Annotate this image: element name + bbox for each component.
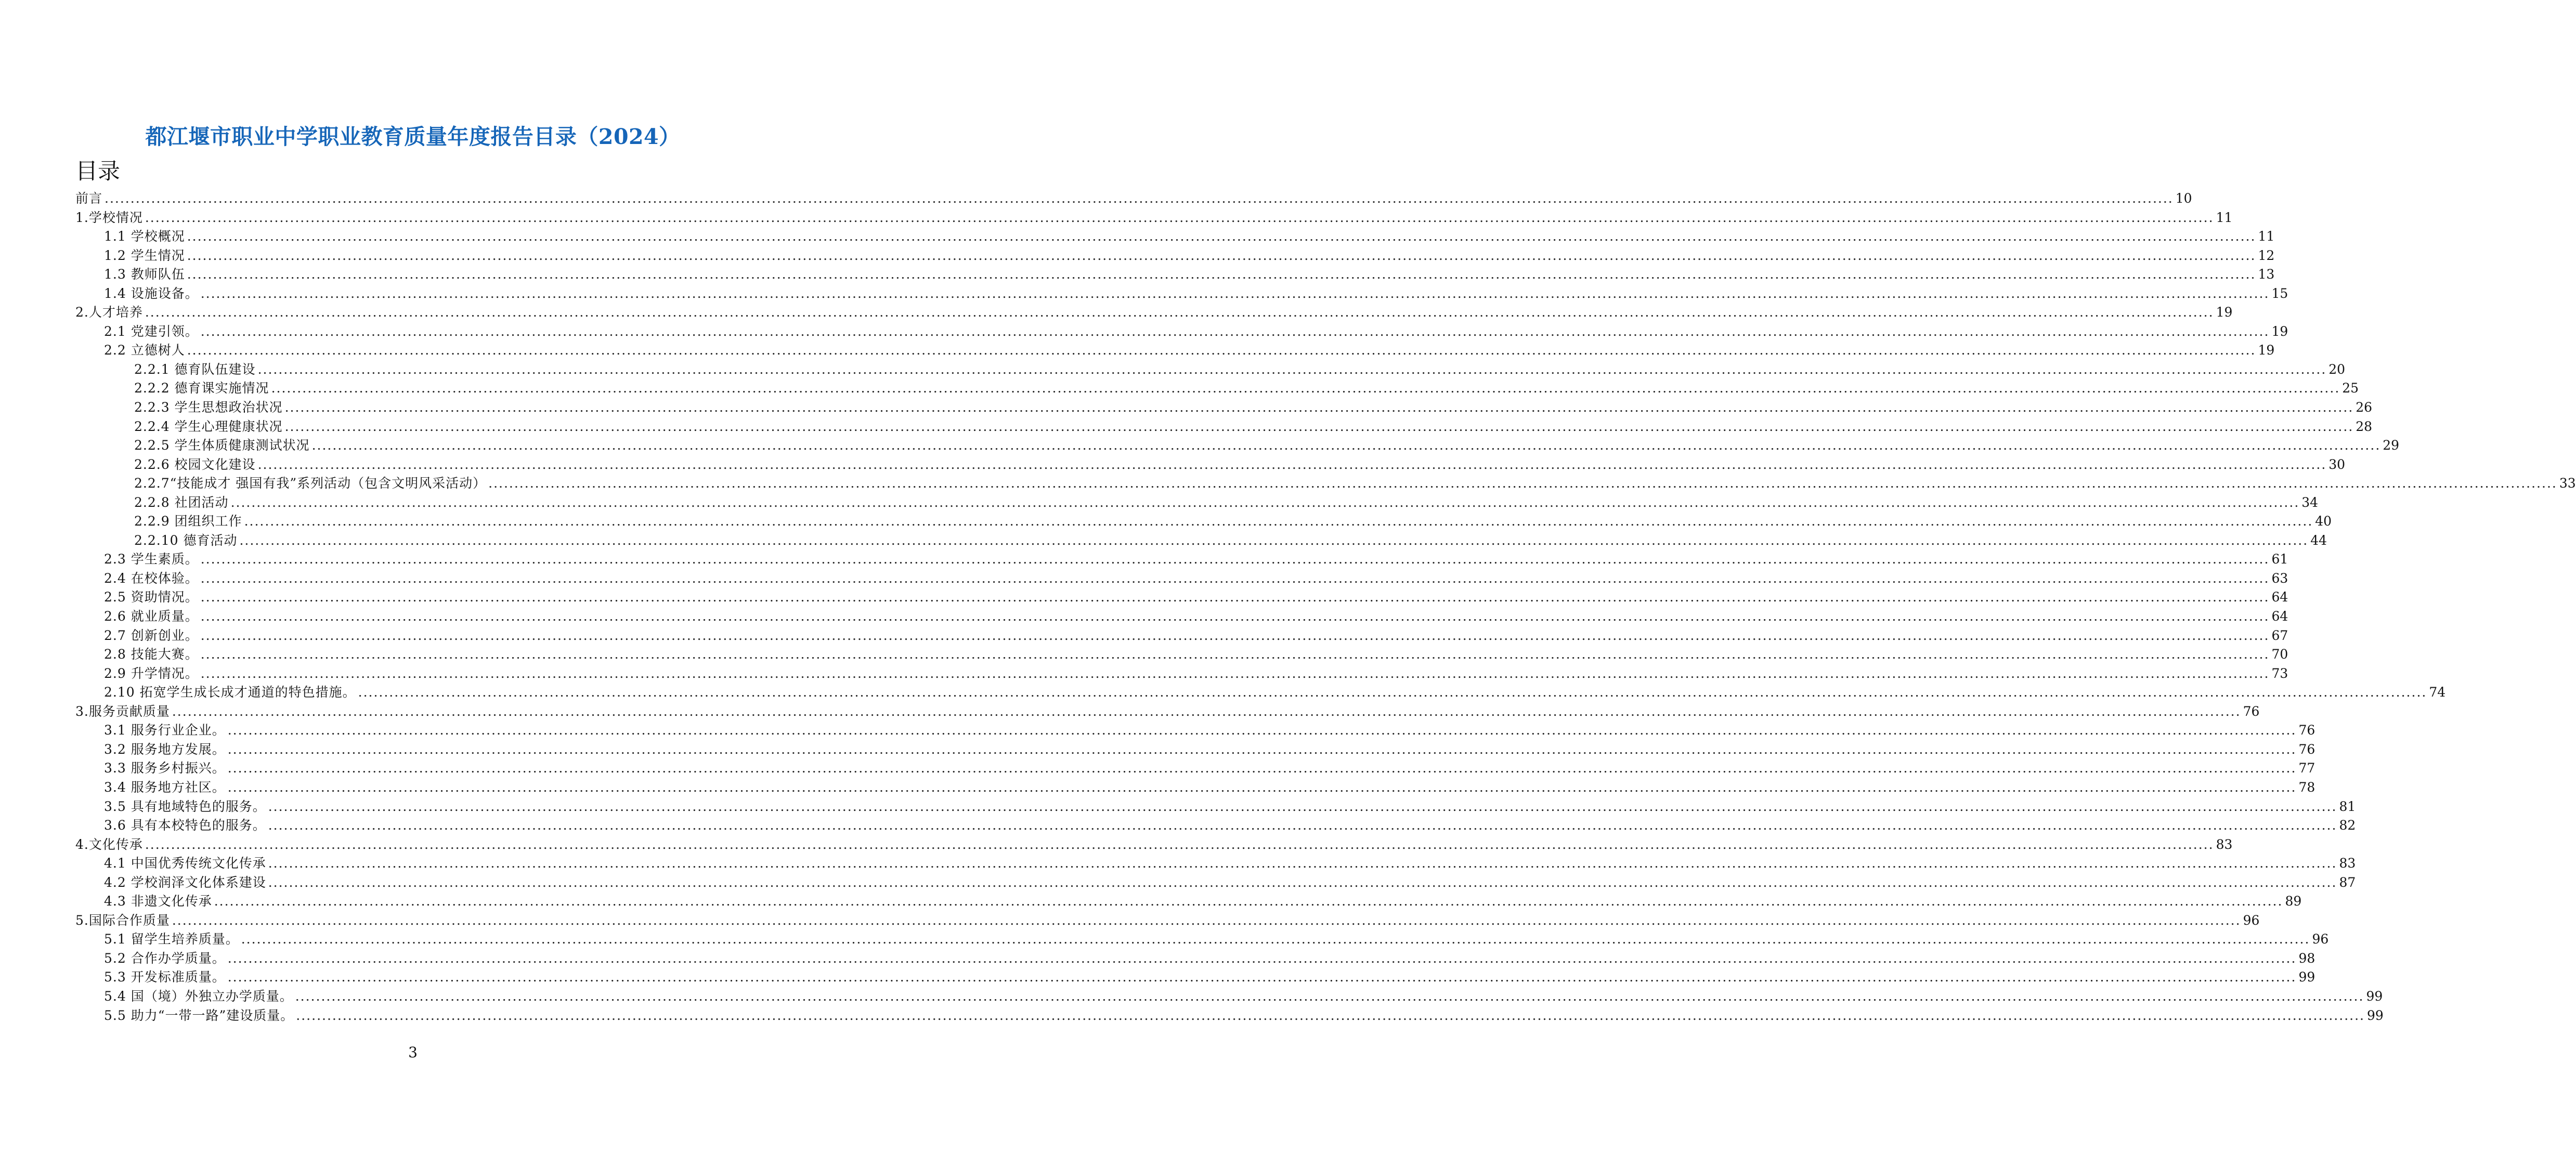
toc-entry[interactable]: [75, 284, 2288, 304]
toc-entry-page: 83: [2339, 856, 2356, 871]
toc-entry[interactable]: [75, 930, 2329, 949]
toc-entry[interactable]: [75, 265, 2275, 284]
toc-entry[interactable]: [75, 664, 2288, 684]
toc-entry-label: 5.4 国（境）外独立办学质量。: [104, 988, 293, 1004]
toc-entry[interactable]: [75, 303, 2233, 322]
toc-dot-leader: ................................................................................................................................................................................................................................................................................................................................................................................................................: [268, 818, 2337, 833]
toc-dot-leader: ................................................................................................................................................................................................................................................................................................................................................................................................................: [200, 323, 2270, 339]
toc-dot-leader: ................................................................................................................................................................................................................................................................................................................................................................................................................: [230, 494, 2300, 510]
toc-entry[interactable]: [75, 759, 2315, 778]
toc-entry[interactable]: [75, 721, 2315, 740]
toc-entry-label: 2.9 升学情况。: [104, 665, 199, 681]
toc-entry-label: 2.2.10 德育活动: [134, 532, 238, 548]
toc-dot-leader: ................................................................................................................................................................................................................................................................................................................................................................................................................: [268, 856, 2337, 871]
toc-entry-page: 78: [2298, 779, 2315, 795]
toc-entry-page: 82: [2339, 818, 2356, 833]
toc-entry-label: 2.2.7“技能成才 强国有我”系列活动（包含文明风采活动）: [134, 476, 487, 491]
toc-dot-leader: ................................................................................................................................................................................................................................................................................................................................................................................................................: [200, 609, 2270, 624]
toc-entry[interactable]: [75, 341, 2275, 360]
toc-entry-label: 2.2.9 团组织工作: [134, 514, 242, 529]
toc-entry[interactable]: [75, 835, 2233, 855]
toc-entry[interactable]: [75, 493, 2319, 513]
toc-entry-page: 81: [2339, 798, 2356, 814]
toc-dot-leader: ................................................................................................................................................................................................................................................................................................................................................................................................................: [244, 514, 2313, 529]
toc-entry-label: 2.8 技能大赛。: [104, 647, 199, 662]
toc-dot-leader: ................................................................................................................................................................................................................................................................................................................................................................................................................: [200, 285, 2270, 301]
toc-entry-label: 1.4 设施设备。: [104, 285, 199, 301]
toc-entry-label: 2.1 党建引领。: [104, 323, 199, 339]
toc-dot-leader: ................................................................................................................................................................................................................................................................................................................................................................................................................: [200, 627, 2270, 643]
toc-dot-leader: ................................................................................................................................................................................................................................................................................................................................................................................................................: [200, 552, 2270, 567]
toc-entry[interactable]: [75, 227, 2275, 246]
toc-entry-label: 3.2 服务地方发展。: [104, 741, 226, 757]
page-number: 3: [408, 1044, 418, 1061]
toc-entry-label: 4.3 非遗文化传承: [104, 894, 212, 909]
toc-entry-page: 77: [2298, 760, 2315, 776]
toc-dot-leader: ................................................................................................................................................................................................................................................................................................................................................................................................................: [172, 703, 2241, 719]
toc-entry[interactable]: [75, 436, 2400, 455]
toc-entry[interactable]: [75, 892, 2302, 911]
toc-entry[interactable]: [75, 987, 2383, 1006]
toc-dot-leader: ................................................................................................................................................................................................................................................................................................................................................................................................................: [227, 760, 2297, 776]
toc-entry-label: 1.学校情况: [75, 209, 143, 225]
toc-entry-label: 4.2 学校润泽文化体系建设: [104, 874, 266, 890]
toc-dot-leader: ................................................................................................................................................................................................................................................................................................................................................................................................................: [271, 381, 2340, 396]
toc-entry-page: 70: [2271, 647, 2288, 662]
toc-entry-label: 1.1 学校概况: [104, 229, 185, 244]
toc-dot-leader: ................................................................................................................................................................................................................................................................................................................................................................................................................: [214, 894, 2283, 909]
toc-entry-label: 5.3 开发标准质量。: [104, 969, 226, 985]
toc-entry-label: 2.2 立德树人: [104, 343, 185, 358]
toc-dot-leader: ................................................................................................................................................................................................................................................................................................................................................................................................................: [200, 570, 2270, 586]
toc-entry[interactable]: [75, 797, 2356, 817]
toc-entry-label: 2.人才培养: [75, 305, 143, 320]
toc-dot-leader: ................................................................................................................................................................................................................................................................................................................................................................................................................: [284, 400, 2354, 415]
toc-entry[interactable]: [75, 740, 2315, 759]
toc-entry-page: 11: [2258, 229, 2275, 244]
toc-entry-label: 前言: [75, 191, 103, 206]
toc-entry[interactable]: [75, 569, 2288, 588]
toc-dot-leader: ................................................................................................................................................................................................................................................................................................................................................................................................................: [296, 1007, 2365, 1023]
toc-entry-page: 12: [2258, 247, 2275, 263]
toc-entry-label: 2.2.2 德育课实施情况: [134, 381, 269, 396]
toc-dot-leader: ................................................................................................................................................................................................................................................................................................................................................................................................................: [295, 988, 2364, 1004]
toc-entry-label: 2.2.1 德育队伍建设: [134, 361, 256, 377]
toc-entry-page: 26: [2356, 400, 2373, 415]
toc-dot-leader: ................................................................................................................................................................................................................................................................................................................................................................................................................: [227, 779, 2297, 795]
toc-dot-leader: ................................................................................................................................................................................................................................................................................................................................................................................................................: [284, 418, 2354, 434]
toc-dot-leader: ................................................................................................................................................................................................................................................................................................................................................................................................................: [172, 912, 2241, 928]
toc-entry-page: 64: [2271, 589, 2288, 605]
toc-entry[interactable]: [75, 417, 2373, 437]
toc-entry-page: 30: [2328, 456, 2346, 472]
toc-entry-label: 4.1 中国优秀传统文化传承: [104, 856, 266, 871]
toc-dot-leader: ................................................................................................................................................................................................................................................................................................................................................................................................................: [145, 836, 2214, 852]
toc-entry-page: 13: [2258, 267, 2275, 282]
toc-entry[interactable]: [75, 1006, 2384, 1026]
toc-entry-label: 2.4 在校体验。: [104, 570, 199, 586]
toc-entry[interactable]: [75, 189, 2192, 208]
toc-entry-label: 3.5 具有地域特色的服务。: [104, 798, 266, 814]
toc-dot-leader: ................................................................................................................................................................................................................................................................................................................................................................................................................: [227, 741, 2297, 757]
toc-entry[interactable]: [75, 246, 2275, 266]
toc-entry-page: 76: [2243, 703, 2260, 719]
toc-entry-page: 34: [2301, 494, 2319, 510]
toc-entry-page: 19: [2216, 305, 2233, 320]
toc-dot-leader: ................................................................................................................................................................................................................................................................................................................................................................................................................: [241, 932, 2310, 947]
toc-dot-leader: ................................................................................................................................................................................................................................................................................................................................................................................................................: [268, 798, 2337, 814]
toc-entry-page: 98: [2298, 950, 2315, 966]
toc-dot-leader: ................................................................................................................................................................................................................................................................................................................................................................................................................: [268, 874, 2337, 890]
toc-entry[interactable]: [75, 398, 2373, 417]
toc-dot-leader: ................................................................................................................................................................................................................................................................................................................................................................................................................: [227, 950, 2297, 966]
toc-entry-page: 28: [2356, 418, 2373, 434]
toc-entry-page: 99: [2367, 1007, 2384, 1023]
toc-entry[interactable]: [75, 626, 2288, 646]
toc-entry-label: 3.1 服务行业企业。: [104, 723, 226, 738]
toc-entry-page: 87: [2339, 874, 2356, 890]
toc-entry[interactable]: [75, 854, 2356, 873]
toc-entry-label: 3.服务贡献质量: [75, 703, 170, 719]
toc-entry[interactable]: [75, 873, 2356, 893]
toc-entry-label: 2.10 拓宽学生成长成才通道的特色措施。: [104, 685, 356, 700]
toc-entry-page: 61: [2271, 552, 2288, 567]
toc-entry[interactable]: [75, 683, 2446, 702]
toc-dot-leader: ................................................................................................................................................................................................................................................................................................................................................................................................................: [145, 209, 2214, 225]
toc-dot-leader: ................................................................................................................................................................................................................................................................................................................................................................................................................: [227, 969, 2297, 985]
toc-entry[interactable]: [75, 778, 2315, 797]
toc-entry-page: 19: [2271, 323, 2288, 339]
toc-entry[interactable]: [75, 702, 2260, 722]
toc-entry[interactable]: [75, 531, 2327, 550]
toc-entry-label: 5.2 合作办学质量。: [104, 950, 226, 966]
toc-entry-label: 5.1 留学生培养质量。: [104, 932, 239, 947]
toc-entry-page: 44: [2310, 532, 2327, 548]
toc-entry-page: 74: [2429, 685, 2446, 700]
toc-dot-leader: ................................................................................................................................................................................................................................................................................................................................................................................................................: [187, 343, 2256, 358]
toc-entry-label: 2.6 就业质量。: [104, 609, 199, 624]
toc-entry[interactable]: [75, 208, 2233, 228]
toc-entry-page: 63: [2271, 570, 2288, 586]
toc-dot-leader: ................................................................................................................................................................................................................................................................................................................................................................................................................: [311, 438, 2381, 453]
toc-entry-label: 2.7 创新创业。: [104, 627, 199, 643]
toc-entry-page: 25: [2342, 381, 2359, 396]
toc-dot-leader: ................................................................................................................................................................................................................................................................................................................................................................................................................: [105, 191, 2174, 206]
toc-entry-page: 76: [2298, 723, 2315, 738]
toc-entry[interactable]: [75, 379, 2359, 398]
toc-entry[interactable]: [75, 645, 2288, 664]
toc-dot-leader: ................................................................................................................................................................................................................................................................................................................................................................................................................: [187, 229, 2256, 244]
toc-entry-page: 40: [2315, 514, 2332, 529]
toc-entry[interactable]: [75, 607, 2288, 626]
toc-entry-label: 2.2.8 社团活动: [134, 494, 229, 510]
toc-entry-label: 3.3 服务乡村振兴。: [104, 760, 226, 776]
toc-entry-label: 5.国际合作质量: [75, 912, 170, 928]
toc-entry-label: 2.2.3 学生思想政治状况: [134, 400, 283, 415]
toc-entry-page: 76: [2298, 741, 2315, 757]
toc-entry-label: 2.2.4 学生心理健康状况: [134, 418, 283, 434]
toc-entry-label: 5.5 助力“一带一路”建设质量。: [104, 1007, 294, 1023]
toc-entry-label: 4.文化传承: [75, 836, 143, 852]
document-title: 都江堰市职业中学职业教育质量年度报告目录（2024）: [145, 124, 681, 150]
toc-entry-page: 64: [2271, 609, 2288, 624]
toc-dot-leader: ................................................................................................................................................................................................................................................................................................................................................................................................................: [200, 589, 2270, 605]
toc-entry-page: 10: [2175, 191, 2192, 206]
toc-entry[interactable]: [75, 816, 2356, 835]
toc-heading: 目录: [75, 159, 120, 185]
toc-entry-label: 1.3 教师队伍: [104, 267, 185, 282]
toc-entry-page: 83: [2216, 836, 2233, 852]
toc-entry-label: 2.3 学生素质。: [104, 552, 199, 567]
toc-entry[interactable]: [75, 474, 2576, 493]
toc-entry-page: 96: [2243, 912, 2260, 928]
toc-dot-leader: ................................................................................................................................................................................................................................................................................................................................................................................................................: [187, 267, 2256, 282]
toc-entry-page: 67: [2271, 627, 2288, 643]
table-of-contents: [75, 189, 2576, 1025]
toc-entry[interactable]: [75, 455, 2346, 475]
toc-dot-leader: ................................................................................................................................................................................................................................................................................................................................................................................................................: [200, 647, 2270, 662]
toc-dot-leader: ................................................................................................................................................................................................................................................................................................................................................................................................................: [257, 456, 2327, 472]
toc-entry-label: 2.2.6 校园文化建设: [134, 456, 256, 472]
toc-entry-label: 1.2 学生情况: [104, 247, 185, 263]
toc-dot-leader: ................................................................................................................................................................................................................................................................................................................................................................................................................: [488, 476, 2557, 491]
toc-dot-leader: ................................................................................................................................................................................................................................................................................................................................................................................................................: [145, 305, 2214, 320]
toc-entry[interactable]: [75, 512, 2332, 531]
toc-entry-label: 3.6 具有本校特色的服务。: [104, 818, 266, 833]
toc-entry-page: 33: [2559, 476, 2576, 491]
toc-entry-label: 2.2.5 学生体质健康测试状况: [134, 438, 310, 453]
toc-dot-leader: ................................................................................................................................................................................................................................................................................................................................................................................................................: [200, 665, 2270, 681]
toc-entry[interactable]: [75, 360, 2346, 379]
toc-dot-leader: ................................................................................................................................................................................................................................................................................................................................................................................................................: [227, 723, 2297, 738]
toc-entry[interactable]: [75, 911, 2260, 930]
toc-dot-leader: ................................................................................................................................................................................................................................................................................................................................................................................................................: [358, 685, 2427, 700]
toc-entry[interactable]: [75, 968, 2315, 987]
toc-entry-page: 96: [2312, 932, 2329, 947]
toc-entry-page: 15: [2271, 285, 2288, 301]
toc-entry-page: 89: [2285, 894, 2302, 909]
toc-entry[interactable]: [75, 949, 2315, 968]
toc-dot-leader: ................................................................................................................................................................................................................................................................................................................................................................................................................: [239, 532, 2309, 548]
toc-entry-label: 3.4 服务地方社区。: [104, 779, 226, 795]
toc-entry-page: 20: [2328, 361, 2346, 377]
toc-entry-page: 29: [2383, 438, 2400, 453]
toc-entry-page: 73: [2271, 665, 2288, 681]
toc-dot-leader: ................................................................................................................................................................................................................................................................................................................................................................................................................: [257, 361, 2327, 377]
toc-entry-label: 2.5 资助情况。: [104, 589, 199, 605]
toc-entry-page: 99: [2298, 969, 2315, 985]
toc-entry-page: 11: [2216, 209, 2233, 225]
toc-dot-leader: ................................................................................................................................................................................................................................................................................................................................................................................................................: [187, 247, 2256, 263]
toc-entry[interactable]: [75, 322, 2288, 342]
toc-entry-page: 99: [2366, 988, 2383, 1004]
toc-entry-page: 19: [2258, 343, 2275, 358]
toc-entry[interactable]: [75, 550, 2288, 569]
toc-entry[interactable]: [75, 588, 2288, 607]
